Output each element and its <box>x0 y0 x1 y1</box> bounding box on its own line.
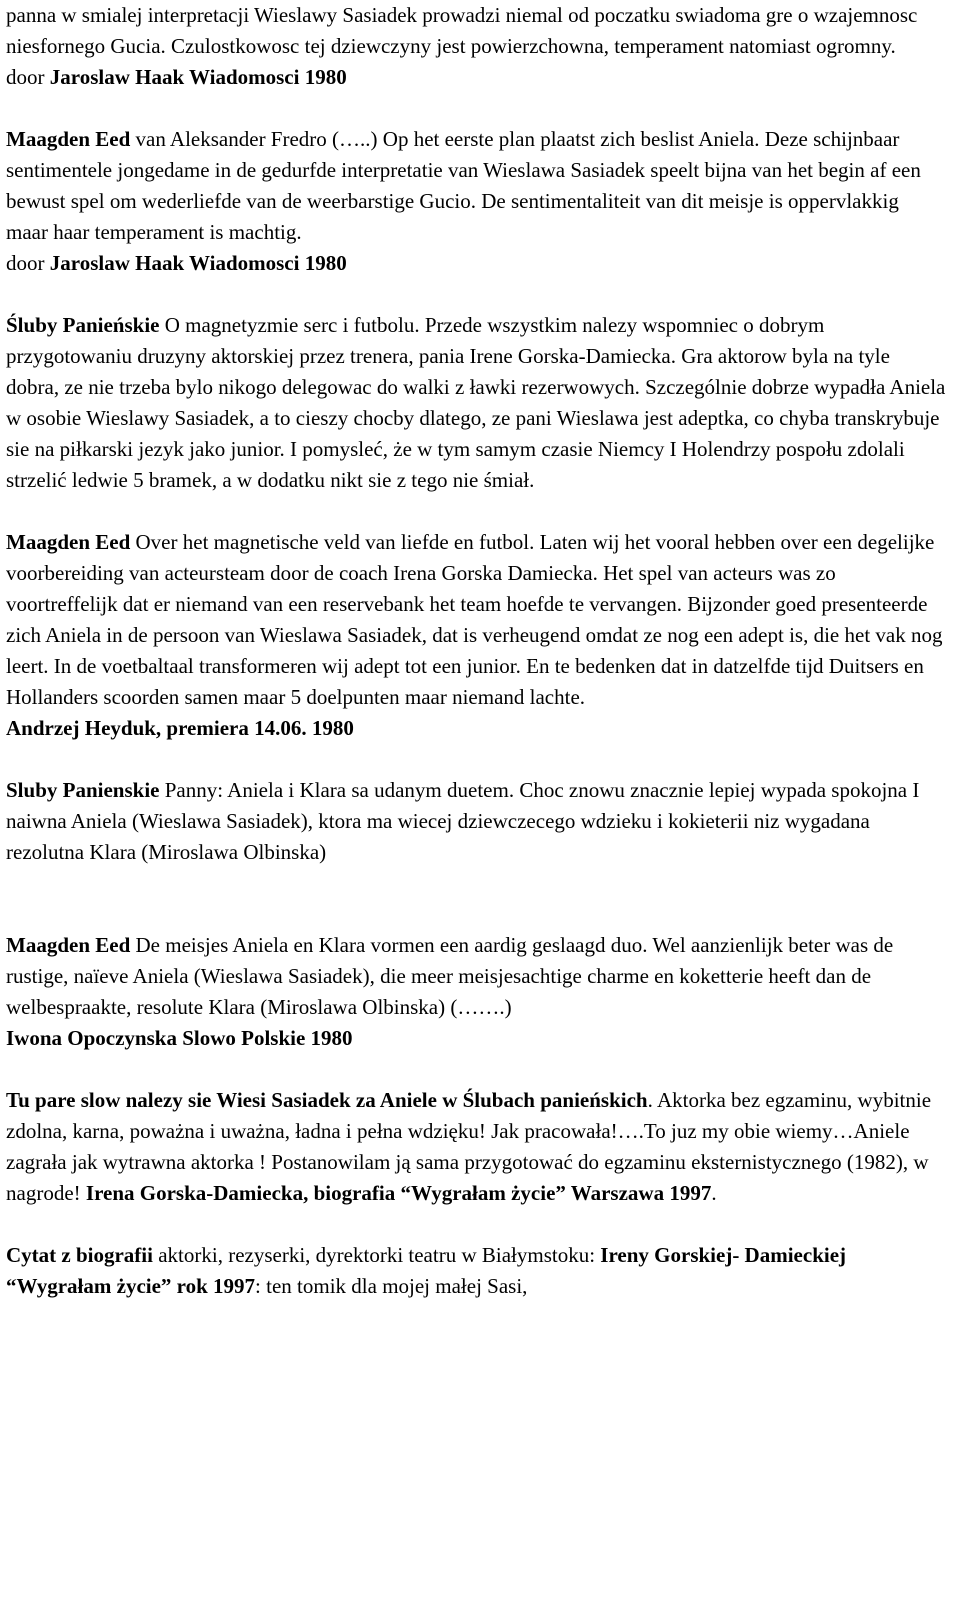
play-title: Maagden Eed <box>6 530 131 554</box>
review-paragraph-6 <box>6 930 946 1023</box>
text-segment: . <box>711 1181 717 1205</box>
review-paragraph-7 <box>6 1085 946 1209</box>
review-paragraph-3 <box>6 310 946 496</box>
paragraph-gap <box>6 279 946 310</box>
review-paragraph-4 <box>6 527 946 713</box>
byline-author: Andrzej Heyduk, premiera 14.06. 1980 <box>6 716 354 740</box>
play-title: Śluby Panieńskie <box>6 313 160 337</box>
bold-quote-intro: Cytat z biografii <box>6 1243 153 1267</box>
byline-paragraph <box>6 62 946 93</box>
paragraph-gap <box>6 496 946 527</box>
play-title: Sluby Panienskie <box>6 778 160 802</box>
text-segment: door <box>6 251 50 275</box>
text-segment: door <box>6 65 50 89</box>
book-reference: Ireny Gorskiej- Damieckiej “Wygrałam życie” rok 1997 <box>6 1243 847 1298</box>
text-segment: : ten tomik dla mojej małej Sasi, <box>255 1274 528 1298</box>
byline-author: Iwona Opoczynska Slowo Polskie 1980 <box>6 1026 353 1050</box>
bold-quote-intro: Tu pare slow nalezy sie Wiesi Sasiadek za Aniele w Ślubach panieńskich <box>6 1088 648 1112</box>
byline-paragraph <box>6 1023 946 1054</box>
play-title: Maagden Eed <box>6 933 131 957</box>
byline-author: Jaroslaw Haak Wiadomosci 1980 <box>49 251 347 275</box>
text-segment: De meisjes Aniela en Klara vormen een aardig geslaagd duo. Wel aanzienlijk beter was de rustige, naïeve Aniela (Wieslawa Sasiadek), die meer meisjesachtige charme en koketterie heeft dan de welbespraakte, resolute Klara (Miroslawa Olbinska) (…….) <box>6 933 894 1019</box>
paragraph-gap <box>6 1209 946 1240</box>
text-segment: Panny: Aniela i Klara sa udanym duetem. Choc znowu znacznie lepiej wypada spokojna I naiwna Aniela (Wieslawa Sasiadek), ktora ma wiecej dziewczecego wdzieku i kokieterii niz wygadana rezolutna Klara (Miroslawa Olbinska) <box>6 778 920 864</box>
byline-author: Irena Gorska-Damiecka, biografia “Wygrałam życie” Warszawa 1997 <box>85 1181 712 1205</box>
review-paragraph-8 <box>6 1240 946 1302</box>
byline-author: Jaroslaw Haak Wiadomosci 1980 <box>49 65 347 89</box>
review-paragraph-2 <box>6 124 946 248</box>
play-title: Maagden Eed <box>6 127 131 151</box>
paragraph-gap <box>6 1054 946 1085</box>
text-segment: panna w smialej interpretacji Wieslawy Sasiadek prowadzi niemal od poczatku swiadoma gre o wzajemnosc niesfornego Gucia. Czulostkowosc tej dziewczyny jest powierzchowna, temperament natomiast ogromny. <box>6 3 918 58</box>
text-segment: van Aleksander Fredro (…..) Op het eerste plan plaatst zich beslist Aniela. Deze schijnbaar sentimentele jongedame in de gedurfde interpretatie van Wieslawa Sasiadek speelt bijna van het begin af een bewust spel om wederliefde van de weerbarstige Gucio. De sentimentaliteit van dit meisje is oppervlakkig maar haar temperament is machtig. <box>6 127 921 244</box>
text-segment: aktorki, rezyserki, dyrektorki teatru w Białymstoku: <box>152 1243 601 1267</box>
review-paragraph-1 <box>6 0 946 62</box>
text-segment: O magnetyzmie serc i futbolu. Przede wszystkim nalezy wspomniec o dobrym przygotowaniu druzyny aktorskiej przez trenera, pania Irene Gorska-Damiecka. Gra aktorow byla na tyle dobra, ze nie trzeba bylo nikogo delegowac do walki z ławki rezerwowych. Szczególnie dobrze wypadła Aniela w osobie Wieslawy Sasiadek, a to cieszy chocby dlatego, ze pani Wieslawa jest adeptka, co chyba transkrybuje sie na piłkarski jezyk jako junior. I pomysleć, że w tym samym czasie Niemcy I Holendrzy pospołu zdolali strzelić ledwie 5 bramek, a w dodatku nikt sie z tego nie śmiał. <box>6 313 946 492</box>
text-segment: Over het magnetische veld van liefde en futbol. Laten wij het vooral hebben over een degelijke voorbereiding van acteursteam door de coach Irena Gorska Damiecka. Het spel van acteurs was zo voortreffelijk dat er niemand van een reservebank het team hoefde te vervangen. Bijzonder goed presenteerde zich Aniela in de persoon van Wieslawa Sasiadek, dat is verheugend omdat ze nog een adept is, die het vak nog leert. In de voetbaltaal transformeren wij adept tot een junior. En te bedenken dat in datzelfde tijd Duitsers en Hollanders scoorden samen maar 5 doelpunten maar niemand lachte. <box>6 530 943 709</box>
paragraph-gap <box>6 868 946 899</box>
byline-paragraph <box>6 713 946 744</box>
byline-paragraph <box>6 248 946 279</box>
text-segment: . Aktorka bez egzaminu, wybitnie zdolna, karna, poważna i uważna, ładna i pełna wdzięku! Jak pracowała!….To juz my obie wiemy…Aniele zagrała jak wytrawna aktorka ! Postanowilam ją sama przygotować do egzaminu eksternistycznego (1982), w nagrode! <box>6 1088 932 1205</box>
paragraph-gap <box>6 899 946 930</box>
paragraph-gap <box>6 744 946 775</box>
paragraph-gap <box>6 93 946 124</box>
review-paragraph-5 <box>6 775 946 868</box>
